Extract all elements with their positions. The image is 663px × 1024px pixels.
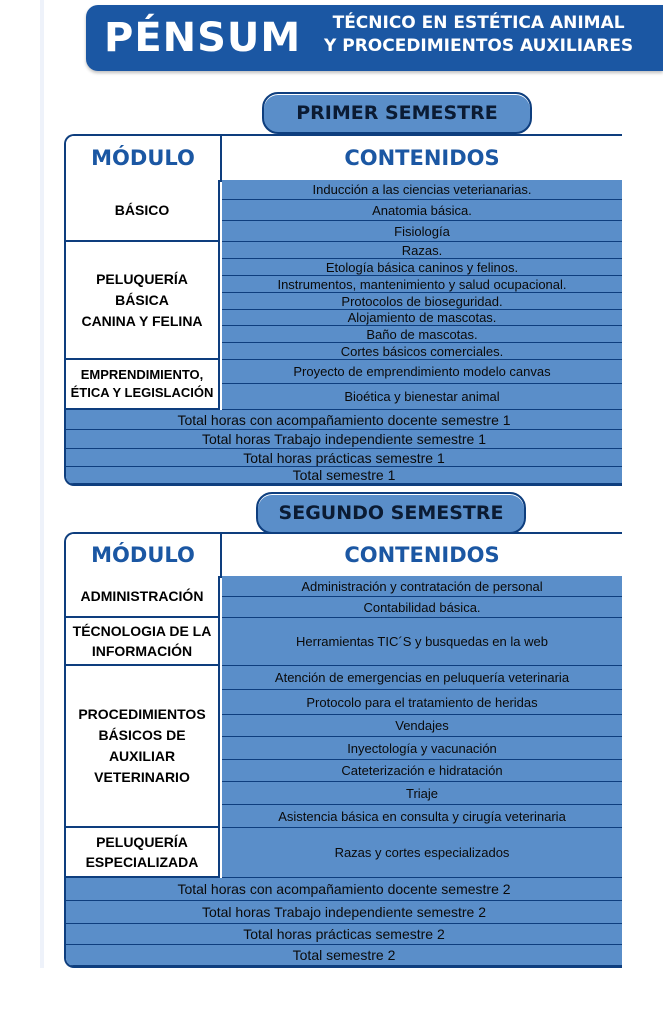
module-name-line: EMPRENDIMIENTO, — [80, 367, 204, 382]
content-row: Inyectología y vacunación — [222, 737, 622, 760]
module-basico: BÁSICO — [66, 180, 220, 242]
module-name-line: INFORMACIÓN — [91, 643, 193, 659]
total-row: Total semestre 1 — [66, 467, 622, 484]
content-row: Vendajes — [222, 715, 622, 737]
column-header-module: MÓDULO — [66, 534, 222, 576]
module-name-line: AUXILIAR — [108, 748, 176, 764]
module-peluqueria-basica — [66, 242, 220, 360]
total-row: Total horas prácticas semestre 1 — [66, 449, 622, 467]
total-row: Total horas con acompañamiento docente semestre 2 — [66, 878, 622, 901]
semester-2-table — [64, 532, 622, 968]
module-name-line: ÉTICA Y LEGISLACIÓN — [70, 385, 214, 400]
program-name — [324, 12, 633, 58]
module-name-line: BÁSICOS DE — [98, 727, 186, 743]
content-row: Cateterización e hidratación — [222, 760, 622, 782]
content-row: Proyecto de emprendimiento modelo canvas — [222, 360, 622, 384]
total-row: Total horas prácticas semestre 2 — [66, 924, 622, 945]
module-name-line: PELUQUERÍA — [96, 270, 188, 287]
content-row: Instrumentos, mantenimiento y salud ocupacional. — [222, 276, 622, 293]
semester-1-table — [64, 134, 622, 486]
content-row: Etología básica caninos y felinos. — [222, 259, 622, 276]
content-row: Contabilidad básica. — [222, 597, 622, 618]
content-row: Cortes básicos comerciales. — [222, 343, 622, 360]
module-name-line: BÁSICA — [115, 291, 169, 308]
column-header-contents: CONTENIDOS — [344, 543, 500, 567]
module-administracion: ADMINISTRACIÓN — [66, 576, 220, 618]
content-row: Asistencia básica en consulta y cirugía veterinaria — [222, 805, 622, 828]
semester-2-title: SEGUNDO SEMESTRE — [256, 492, 526, 534]
module-name-line: TÉCNOLOGIA DE LA — [72, 623, 212, 639]
content-row: Anatomia básica. — [222, 200, 622, 221]
semester-1-title: PRIMER SEMESTRE — [262, 92, 532, 134]
module-name-line: PROCEDIMIENTOS — [78, 706, 206, 722]
content-row: Baño de mascotas. — [222, 326, 622, 343]
content-row: Razas y cortes especializados — [222, 828, 622, 878]
content-row: Triaje — [222, 782, 622, 805]
total-row: Total horas con acompañamiento docente semestre 1 — [66, 410, 622, 430]
content-row: Protocolos de bioseguridad. — [222, 293, 622, 310]
total-row: Total horas Trabajo independiente semestre 1 — [66, 430, 622, 449]
module-name-line: VETERINARIO — [94, 769, 190, 785]
content-row: Alojamiento de mascotas. — [222, 310, 622, 326]
content-row: Inducción a las ciencias veterianarias. — [222, 180, 622, 200]
module-emprendimiento — [66, 360, 220, 410]
program-name-line-2: Y PROCEDIMIENTOS AUXILIARES — [324, 36, 634, 56]
content-row: Herramientas TIC´S y busquedas en la web — [222, 618, 622, 666]
content-row: Protocolo para el tratamiento de heridas — [222, 690, 622, 715]
module-tecnologia — [66, 618, 220, 666]
page-title: PÉNSUM — [104, 15, 302, 61]
table-header — [66, 534, 622, 578]
column-header-module: MÓDULO — [66, 136, 222, 180]
module-peluqueria-especializada — [66, 828, 220, 878]
total-row: Total horas Trabajo independiente semestre 2 — [66, 901, 622, 924]
module-name-line: CANINA Y FELINA — [81, 312, 203, 329]
content-row: Atención de emergencias en peluquería veterinaria — [222, 666, 622, 690]
total-row: Total semestre 2 — [66, 945, 622, 966]
page-edge — [40, 0, 44, 968]
program-name-line-1: TÉCNICO EN ESTÉTICA ANIMAL — [332, 13, 625, 33]
content-row: Fisiología — [222, 221, 622, 242]
table-header — [66, 136, 622, 182]
content-row: Razas. — [222, 242, 622, 259]
content-row: Administración y contratación de personal — [222, 576, 622, 597]
module-name-line: ESPECIALIZADA — [85, 854, 199, 870]
module-procedimientos — [66, 666, 220, 828]
content-row: Bioética y bienestar animal — [222, 384, 622, 410]
module-name-line: PELUQUERÍA — [96, 834, 188, 850]
column-header-contents: CONTENIDOS — [344, 146, 500, 170]
